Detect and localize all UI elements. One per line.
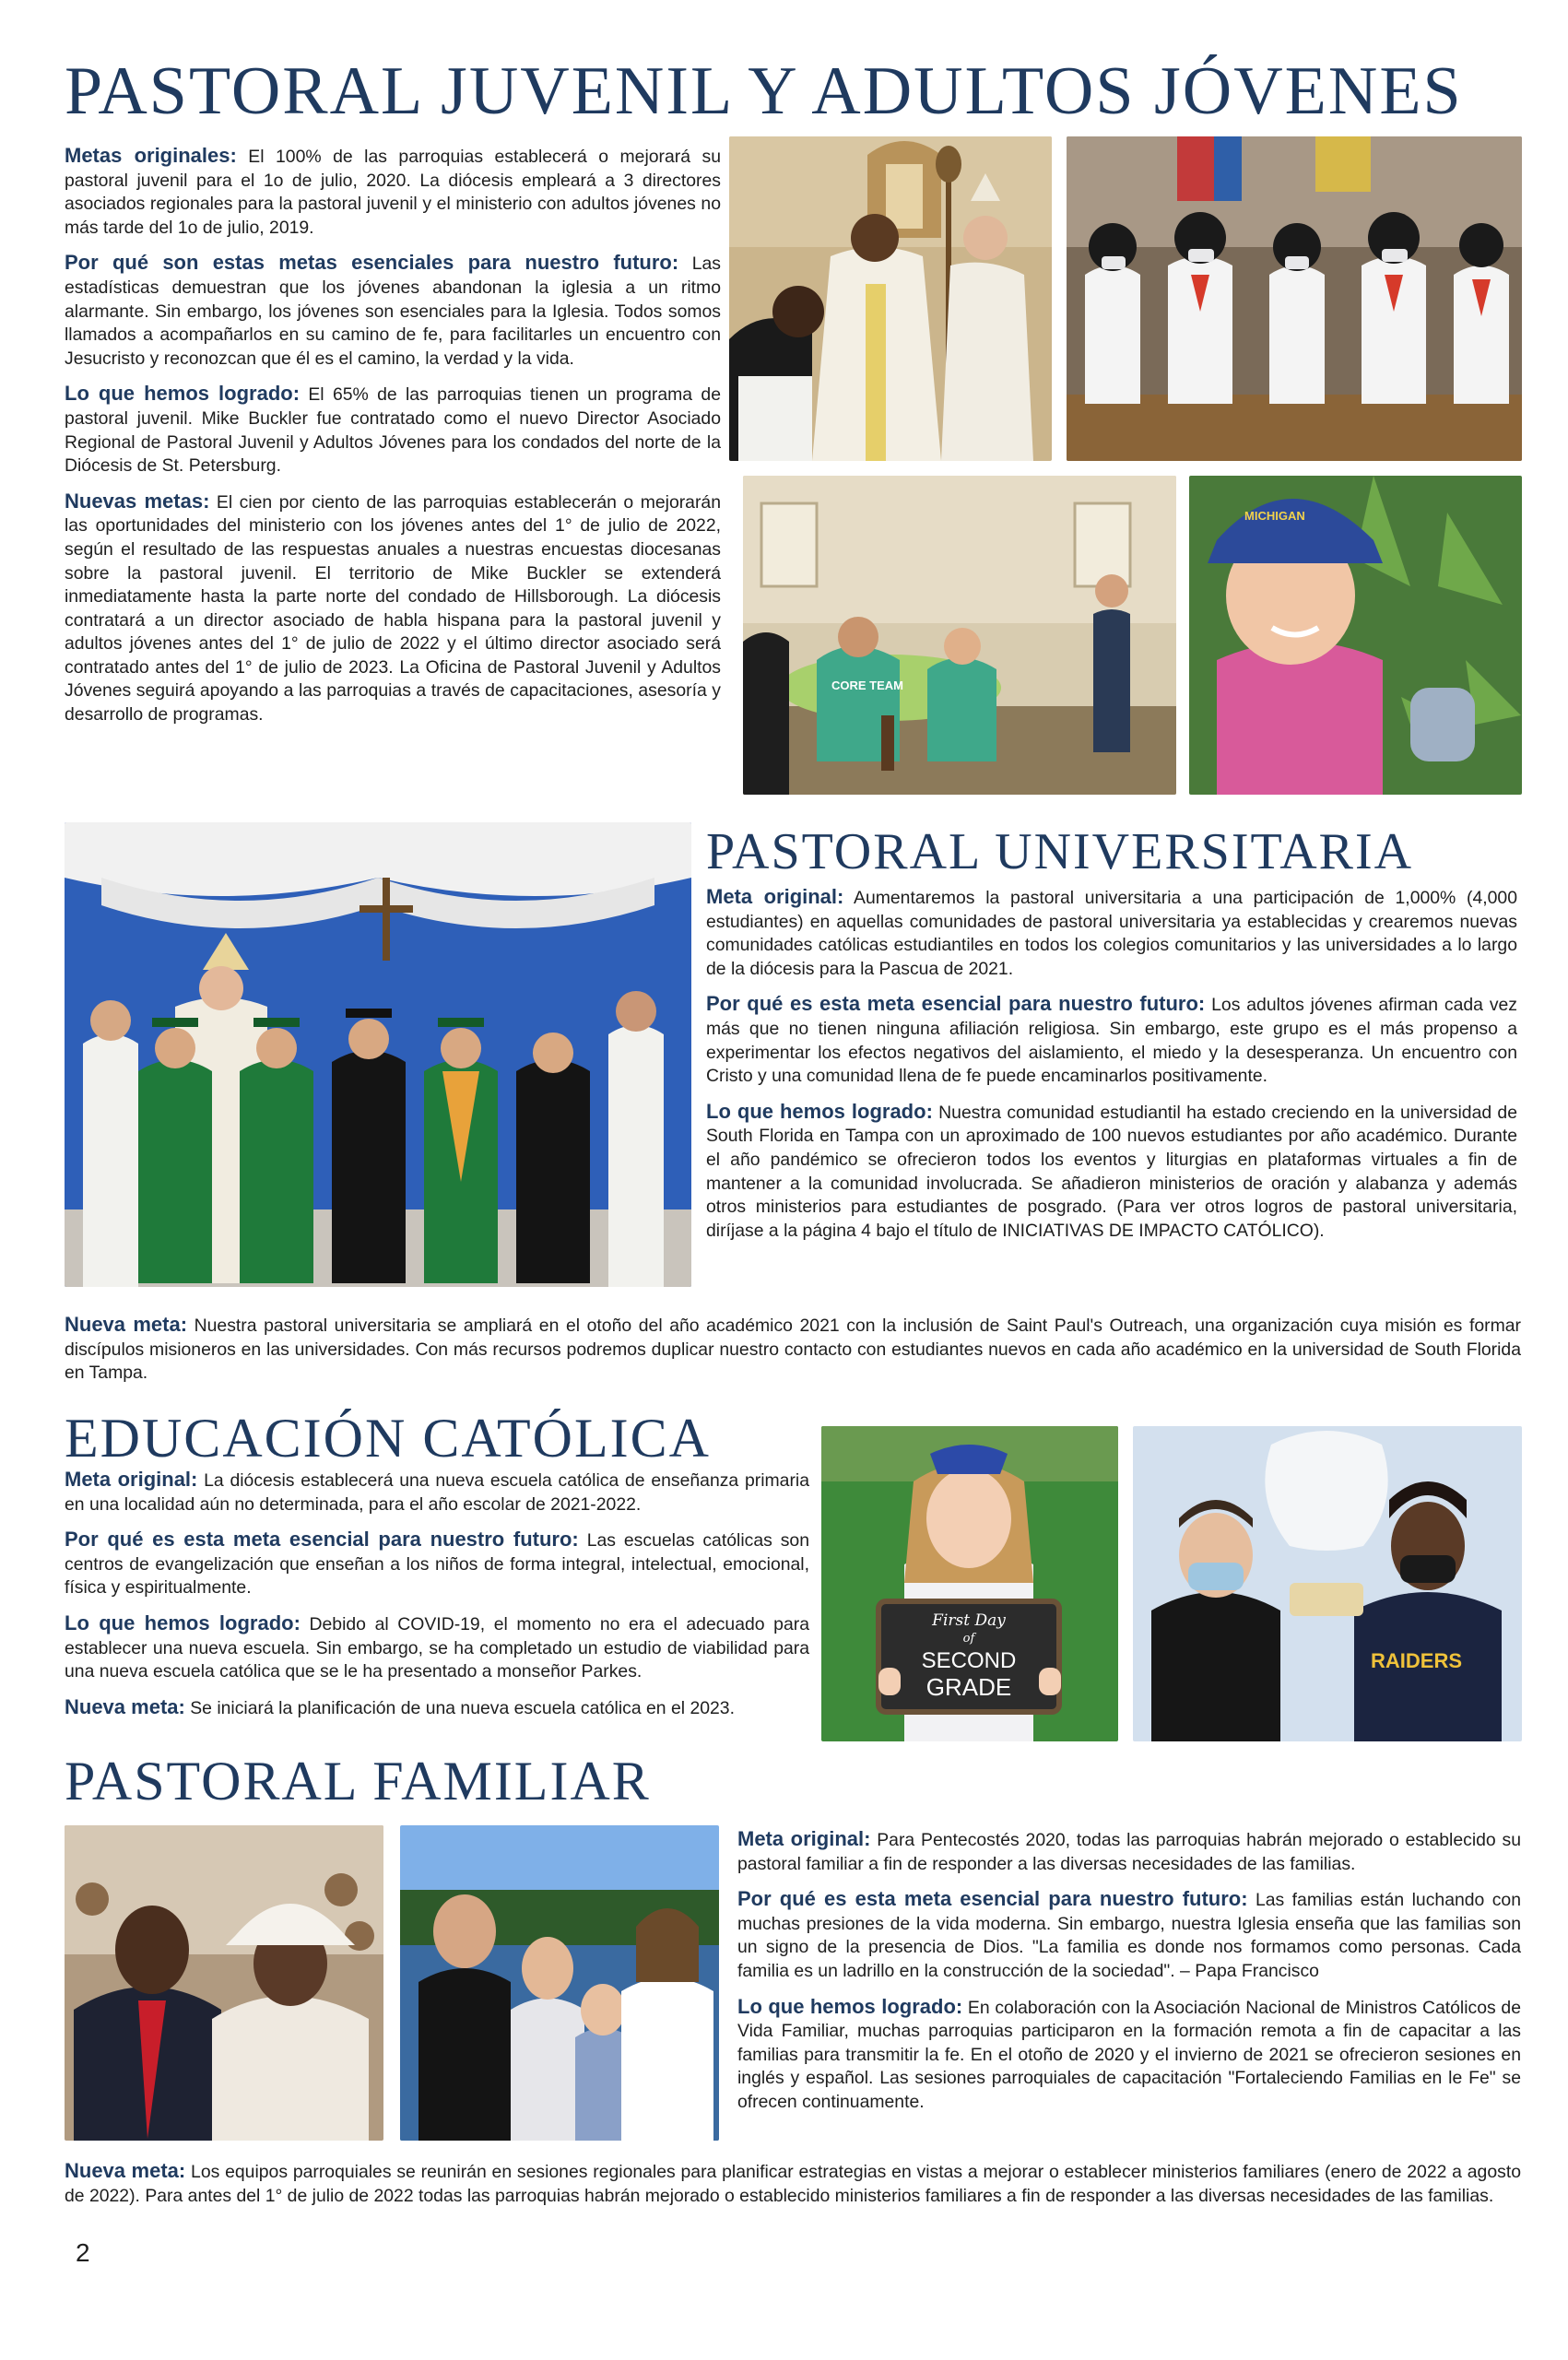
family-done-text: En colaboración con la Asociación Nacional de Ministros Católicos de Vida Familiar, muchas parroquias participaron en la formación remota a fin de capacitar a las familias para transmitir la fe. En el otoño de 2020 y el invierno de 2021 se ofrecieron sesiones en inglés y español. Las sesiones parroquiales de capacitación "Fortaleciendo Familias en le Fe" se ofrecen continuamente. [737, 1997, 1521, 2112]
university-new-label: Nueva meta: [65, 1313, 188, 1336]
photo-teen-cap [1189, 476, 1522, 795]
youth-why-text: Las estadísticas demuestran que los jóvenes abandonan la iglesia a un ritmo alarmante. Sin embargo, los jóvenes son esenciales para la Iglesia. Todos somos llamados a acompañarlos en su camino de fe, para facilitarles un encuentro con Jesucristo y reconozcan que él es el camino, la verdad y la vida. [65, 254, 722, 369]
photo-first-day [821, 1426, 1118, 1741]
photo-students-church [1067, 136, 1522, 461]
education-new-text: Se iniciará la planificación de una nueva escuela católica en el 2023. [184, 1697, 735, 1718]
family-goal-text: Para Pentecostés 2020, todas las parroquias habrán mejorado o establecido su pastoral familiar a fin de responder a las diversas necesidades de las familias. [737, 1830, 1521, 1874]
education-done [65, 1611, 809, 1684]
youth-goal [65, 144, 721, 240]
photo-two-students [1133, 1426, 1522, 1741]
family-done-label: Lo que hemos logrado: [737, 1994, 963, 2018]
family-new-goal [65, 2159, 1521, 2219]
family-new-label: Nueva meta: [65, 2159, 186, 2182]
photo-elderly-couple [65, 1825, 383, 2141]
youth-why [65, 251, 721, 371]
education-why-label: Por qué es esta meta esencial para nuestro futuro: [65, 1528, 579, 1552]
university-title: PASTORAL UNIVERSITARIA [706, 823, 1414, 880]
family-goal-label: Meta original: [737, 1827, 871, 1850]
university-goal-text: Aumentaremos la pastoral universitaria a una participación de 1,000% (4,000 estudiantes) en aquellas comunidades de pastoral universitaria ya establecidas y crearemos nuevas comunidades católicas estudiantiles en todos los colegios comunitarios y las universidades a lo largo de la diócesis para la Pascua de 2021. [706, 888, 1517, 979]
youth-done-text: El 65% de las parroquias tienen un programa de pastoral juvenil. Mike Buckler fue contratado como el nuevo Director Asociado Regional de Pastoral Juvenil y Adultos Jóvenes para los condados del norte de la Diócesis de St. Petersburg. [65, 384, 721, 477]
youth-new-label: Nuevas metas: [65, 489, 210, 513]
education-why [65, 1528, 809, 1600]
university-done [706, 1100, 1517, 1244]
education-new-label: Nueva meta: [65, 1694, 185, 1718]
page-number: 2 [76, 2238, 90, 2267]
family-new-text: Los equipos parroquiales se reunirán en sesiones regionales para planificar estrategias en vistas a mejorar o establecer ministerios familiares (enero de 2022 a agosto de 2022). Para antes del 1° de julio de 2022 todas las parroquias habrán mejorado o establecido ministerios familiares a fin de responder a las diversas necesidades de las familias. [65, 2162, 1521, 2206]
sign-line-2: of [962, 1632, 975, 1646]
family-title: PASTORAL FAMILIAR [65, 1751, 651, 1811]
youth-done [65, 382, 721, 478]
photo-core-team [743, 476, 1176, 795]
youth-text [65, 144, 721, 738]
university-why-text: Los adultos jóvenes afirman cada vez más que no tienen ninguna afiliación religiosa. Sin embargo, este grupo es el más propenso a experimentar los efectos negativos del aislamiento, el miedo y la desesperanza. Un encuentro con Cristo y una comunidad llena de fe puede encaminarlos positivamente. [706, 995, 1517, 1087]
education-goal [65, 1468, 809, 1516]
sign-line-4: GRADE [925, 1673, 1012, 1701]
university-new [65, 1313, 1521, 1386]
youth-new [65, 490, 721, 727]
youth-new-text: El cien por ciento de las parroquias establecerán o mejorarán las oportunidades del ministerio con los jóvenes antes del 1° de julio de 2022, según el resultado de las respuestas anuales a nuestras encuestas diocesanas sobre la pastoral juvenil. El territorio de Mike Buckler se extenderá inmediatamente hasta la parte norte del condado de Hillsborough. La diócesis contratará a un director asociado de habla hispana para la pastoral juvenil y adultos jóvenes antes del 1° de julio de 2022 y el último director asociado será contratado antes del 1° de julio de 2023. La Oficina de Pastoral Juvenil y Adultos Jóvenes seguirá apoyando a las parroquias a través de capacitaciones, asesoría y desarrollo de programas. [65, 491, 721, 726]
sign-line-1: First Day [932, 1611, 1006, 1630]
youth-why-label: Por qué son estas metas esenciales para nuestro futuro: [65, 251, 679, 275]
family-why-label: Por qué es esta meta esencial para nuestro futuro: [737, 1887, 1248, 1911]
photo-core-team-text: CORE TEAM [831, 678, 903, 692]
education-title: EDUCACIÓN CATÓLICA [65, 1408, 711, 1469]
youth-goal-text: El 100% de las parroquias establecerá o mejorará su pastoral juvenil para el 1o de julio, 2020. La diócesis empleará a 3 directores asociados regionales para la pastoral juvenil y el ministerio con adultos jóvenes no más tarde del 1o de julio, 2019. [65, 147, 721, 238]
education-goal-text: La diócesis establecerá una nueva escuela católica de enseñanza primaria en una localidad aún no determinada, para el año escolar de 2021-2022. [65, 1470, 809, 1515]
photo-cap-text: MICHIGAN [1244, 509, 1305, 523]
education-done-text: Debido al COVID-19, el momento no era el adecuado para establecer una nueva escuela. Sin embargo, se ha completado un estudio de viabilidad para una nueva escuela católica que se le ha presentado a monseñor Parkes. [65, 1613, 809, 1682]
education-goal-label: Meta original: [65, 1468, 198, 1491]
education-text [65, 1468, 809, 1731]
family-new [65, 2159, 1521, 2208]
family-why-text: Las familias están luchando con muchas presiones de la vida moderna. Sin embargo, nuestra Iglesia enseña que las familias son un signo de la presencia de Dios. "La familia es donde nos formamos como personas. Cada familia es un ladrillo en la construcción de la sociedad". – Papa Francisco [737, 1890, 1521, 1981]
sign-line-3: SECOND [921, 1648, 1017, 1673]
family-goal [737, 1827, 1521, 1876]
education-why-text: Las escuelas católicas son centros de evangelización que enseñan a los niños de forma integral, intelectual, emocional, física y espiritualmente. [65, 1530, 809, 1599]
university-goal-label: Meta original: [706, 885, 844, 908]
family-text [737, 1827, 1521, 2126]
university-text [706, 885, 1517, 1254]
youth-goal-label: Metas originales: [65, 144, 237, 167]
university-done-label: Lo que hemos logrado: [706, 1099, 933, 1123]
photo-family-lake [400, 1825, 719, 2141]
family-done [737, 1995, 1521, 2115]
education-new [65, 1695, 809, 1721]
education-done-label: Lo que hemos logrado: [65, 1611, 301, 1634]
university-why-label: Por qué es esta meta esencial para nuestro futuro: [706, 992, 1206, 1016]
university-why [706, 992, 1517, 1088]
photo-confirmation [729, 136, 1052, 461]
university-goal [706, 885, 1517, 981]
family-why [737, 1887, 1521, 1983]
university-new-text: Nuestra pastoral universitaria se ampliará en el otoño del año académico 2021 con la inclusión de Saint Paul's Outreach, una organización cuya misión es formar discípulos misioneros en las universidades. Con más recursos podremos duplicar nuestro contacto con estudiantes nuevos en cada año académico en la universidad de South Florida en Tampa. [65, 1316, 1521, 1384]
photo-shirt-text: RAIDERS [1371, 1649, 1463, 1672]
photo-graduation [65, 822, 691, 1287]
university-new-goal [65, 1313, 1521, 1397]
university-done-text: Nuestra comunidad estudiantil ha estado creciendo en la universidad de South Florida en Tampa con un aproximado de 100 nuevos estudiantes por año académico. Durante el año pandémico se ofrecieron todos los eventos y liturgias en plataformas virtuales a fin de mantener a la comunidad involucrada. Se añadieron ministerios de oración y alabanza y además otros ministerios para estudiantes de posgrado. (Para ver otros logros de pastoral universitaria, diríjase a la página 4 bajo el título de INICIATIVAS DE IMPACTO CATÓLICO). [706, 1102, 1517, 1241]
youth-title: PASTORAL JUVENIL Y ADULTOS JÓVENES [65, 53, 1463, 129]
youth-done-label: Lo que hemos logrado: [65, 382, 301, 406]
